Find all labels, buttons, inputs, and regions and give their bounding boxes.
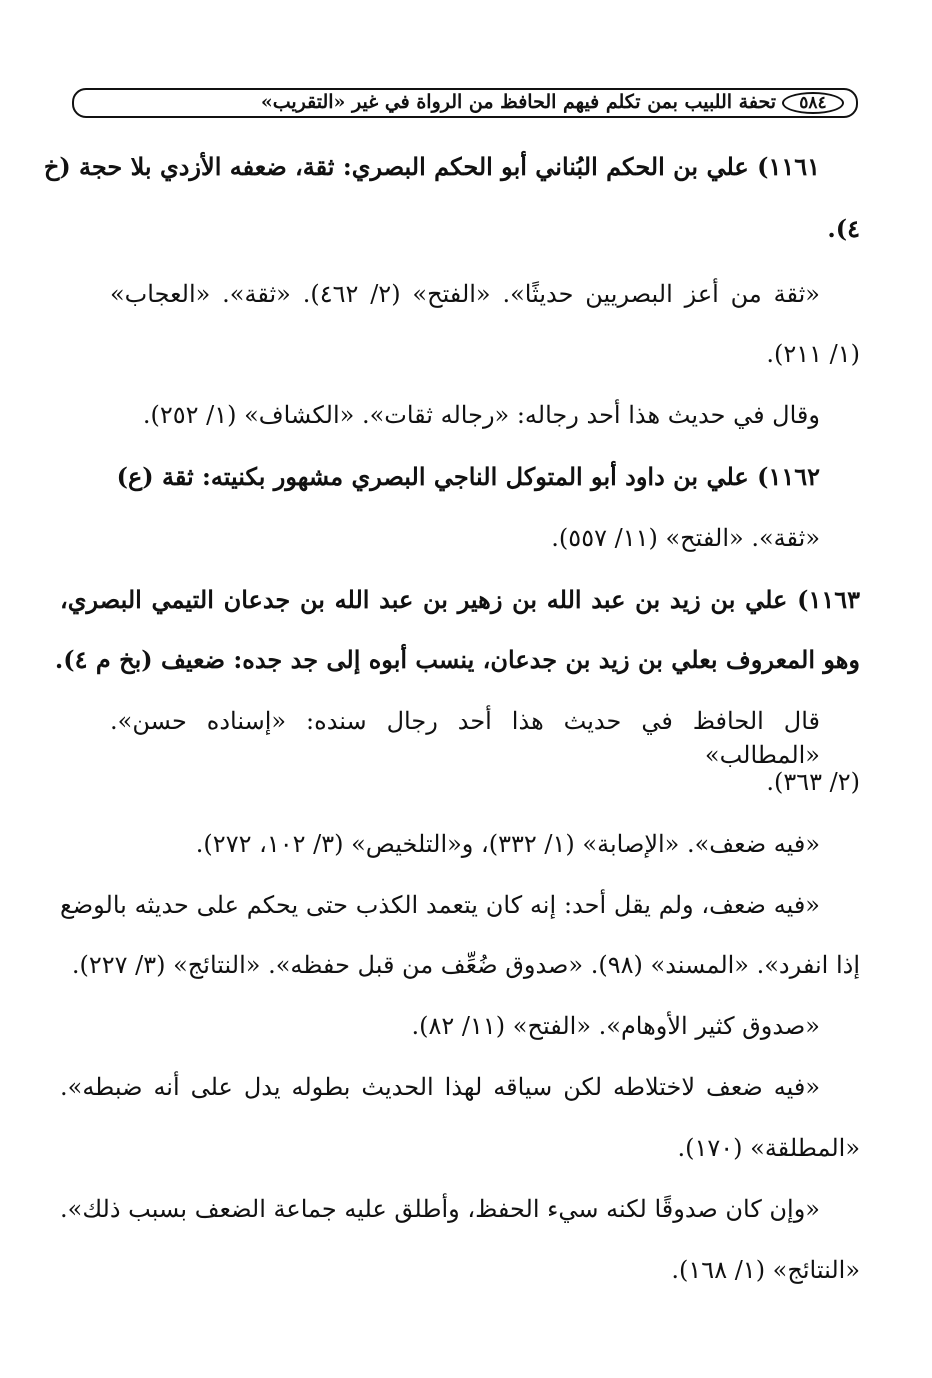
- quote-line: «وإن كان صدوقًا لكنه سيء الحفظ، وأطلق عليه جماعة الضعف بسبب ذلك».: [60, 1195, 820, 1223]
- quote-line: «فيه ضعف، ولم يقل أحد: إنه كان يتعمد الكذب حتى يحكم على حديثه بالوضع: [60, 891, 820, 919]
- quote-line: «ثقة من أعز البصريين حديثًا». «الفتح» (٢/ ٤٦٢). «ثقة». «العجاب»: [110, 280, 820, 308]
- quote-line: «فيه ضعف». «الإصابة» (١/ ٣٣٢)، و«التلخيص» (٣/ ١٠٢، ٢٧٢).: [195, 830, 820, 858]
- quote-line: «فيه ضعف لاختلاطه لكن سياقه لهذا الحديث بطوله يدل على أنه ضبطه».: [60, 1073, 821, 1101]
- entry-1161-line-2: ٤).: [827, 214, 860, 243]
- quote-line: قال الحافظ في حديث هذا أحد رجال سنده: «إسناده حسن». «المطالب»: [110, 707, 820, 769]
- entry-1163-line-2: وهو المعروف بعلي بن زيد بن جدعان، ينسب أبوه إلى جد جده: ضعيف (بخ م ٤).: [54, 645, 860, 674]
- running-header: [72, 88, 858, 118]
- quote-line: «المطلقة» (١٧٠).: [677, 1134, 860, 1162]
- quote-line: «ثقة». «الفتح» (١١/ ٥٥٧).: [551, 524, 820, 552]
- entry-1161-line-1: ١١٦١) علي بن الحكم البُناني أبو الحكم البصري: ثقة، ضعفه الأزدي بلا حجة (خ: [43, 152, 820, 181]
- entry-1163-line-1: ١١٦٣) علي بن زيد بن عبد الله بن زهير بن عبد الله بن جدعان التيمي البصري،: [60, 585, 860, 614]
- quote-line: «النتائج» (١/ ١٦٨).: [671, 1256, 860, 1284]
- quote-line: (٢/ ٣٦٣).: [766, 768, 860, 796]
- quote-line: وقال في حديث هذا أحد رجاله: «رجاله ثقات». «الكشاف» (١/ ٢٥٢).: [142, 401, 820, 429]
- quote-line: إذا انفرد». «المسند» (٩٨). «صدوق ضُعِّف من قبل حفظه». «النتائج» (٣/ ٢٢٧).: [71, 951, 860, 979]
- quote-line: (١/ ٢١١).: [766, 340, 860, 368]
- entry-1162-line-1: ١١٦٢) علي بن داود أبو المتوكل الناجي البصري مشهور بكنيته: ثقة (ع): [116, 462, 820, 491]
- quote-line: «صدوق كثير الأوهام». «الفتح» (١١/ ٨٢).: [411, 1012, 820, 1040]
- header-title: تحفة اللبيب بمن تكلم فيهم الحافظ من الرواة في غير «التقريب»: [260, 91, 776, 113]
- page-number-badge: ٥٨٤: [782, 92, 844, 114]
